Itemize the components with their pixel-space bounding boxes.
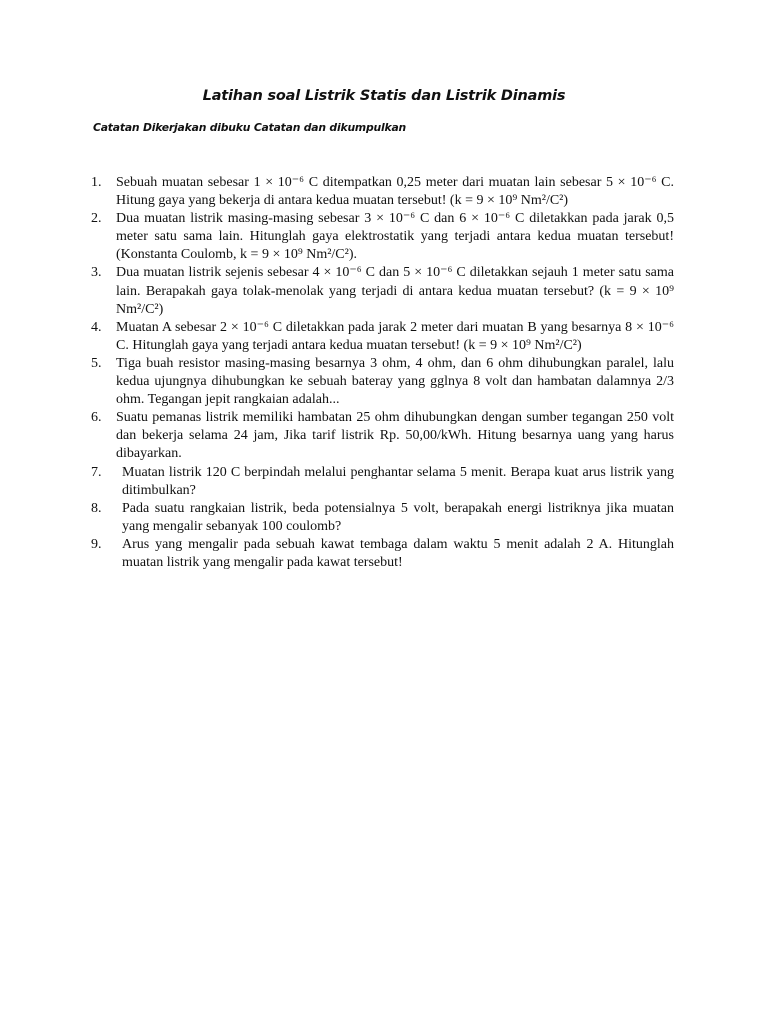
question-number: 5. (91, 355, 102, 371)
question-number: 8. (91, 500, 102, 516)
question-item (91, 174, 674, 210)
question-number: 6. (91, 410, 102, 426)
question-item (91, 210, 674, 264)
question-number: 9. (91, 536, 102, 552)
question-number: 1. (91, 175, 102, 190)
question-text: Dua muatan listrik masing-masing sebesar 3 × 10⁻⁶ C dan 6 × 10⁻⁶ C diletakkan pada jarak 0,5 meter satu sama lain. Hitunglah gaya elektrostatik yang terjadi antara kedua muatan tersebut! (Konstanta Coulomb, k = 9 × 10⁹ Nm²/C²). (116, 211, 674, 263)
question-text: Pada suatu rangkaian listrik, beda potensialnya 5 volt, berapakah energi listriknya jika muatan yang mengalir sebanyak 100 coulomb? (122, 500, 674, 534)
question-text: Sebuah muatan sebesar 1 × 10⁻⁶ C ditempatkan 0,25 meter dari muatan lain sebesar 5 × 10⁻⁶ C. Hitung gaya yang bekerja di antara kedua muatan tersebut! (k = 9 × 10⁹ Nm²/C²) (116, 175, 674, 209)
question-item (91, 464, 674, 500)
question-item (91, 500, 674, 536)
question-list (91, 174, 674, 572)
question-text: Muatan listrik 120 C berpindah melalui penghantar selama 5 menit. Berapa kuat arus listrik yang ditimbulkan? (122, 464, 674, 498)
question-item (91, 536, 674, 572)
question-number: 2. (91, 211, 102, 227)
question-text: Arus yang mengalir pada sebuah kawat tembaga dalam waktu 5 menit adalah 2 A. Hitunglah muatan listrik yang mengalir pada kawat tersebut! (122, 536, 674, 570)
document-title: Latihan soal Listrik Statis dan Listrik Dinamis (202, 88, 566, 104)
question-text: Dua muatan listrik sejenis sebesar 4 × 10⁻⁶ C dan 5 × 10⁻⁶ C diletakkan sejauh 1 meter satu sama lain. Berapakah gaya tolak-menolak yang terjadi di antara kedua muatan tersebut? (k = 9 × 10⁹ Nm²/C²) (116, 265, 674, 317)
question-number: 3. (91, 265, 102, 281)
question-item (91, 355, 674, 409)
question-item (91, 264, 674, 318)
question-item (91, 409, 674, 463)
question-number: 7. (91, 464, 102, 480)
question-text: Tiga buah resistor masing-masing besarnya 3 ohm, 4 ohm, dan 6 ohm dihubungkan paralel, lalu kedua ujungnya dihubungkan ke sebuah bateray yang gglnya 8 volt dan hambatan dalamnya 2/3 ohm. Tegangan jepit rangkaian adalah... (116, 355, 674, 408)
question-number: 4. (91, 319, 102, 335)
question-text: Suatu pemanas listrik memiliki hambatan 25 ohm dihubungkan dengan sumber tegangan 250 volt dan bekerja selama 24 jam, Jika tarif listrik Rp. 50,00/kWh. Hitung besarnya uang yang harus dibayarkan. (116, 410, 674, 462)
document-subtitle: Catatan Dikerjakan dibuku Catatan dan dikumpulkan (93, 121, 407, 134)
question-item (91, 319, 674, 355)
question-text: Muatan A sebesar 2 × 10⁻⁶ C diletakkan pada jarak 2 meter dari muatan B yang besarnya 8 × 10⁻⁶ C. Hitunglah gaya yang terjadi antara kedua muatan tersebut! (k = 9 × 10⁹ Nm²/C²) (116, 319, 674, 353)
